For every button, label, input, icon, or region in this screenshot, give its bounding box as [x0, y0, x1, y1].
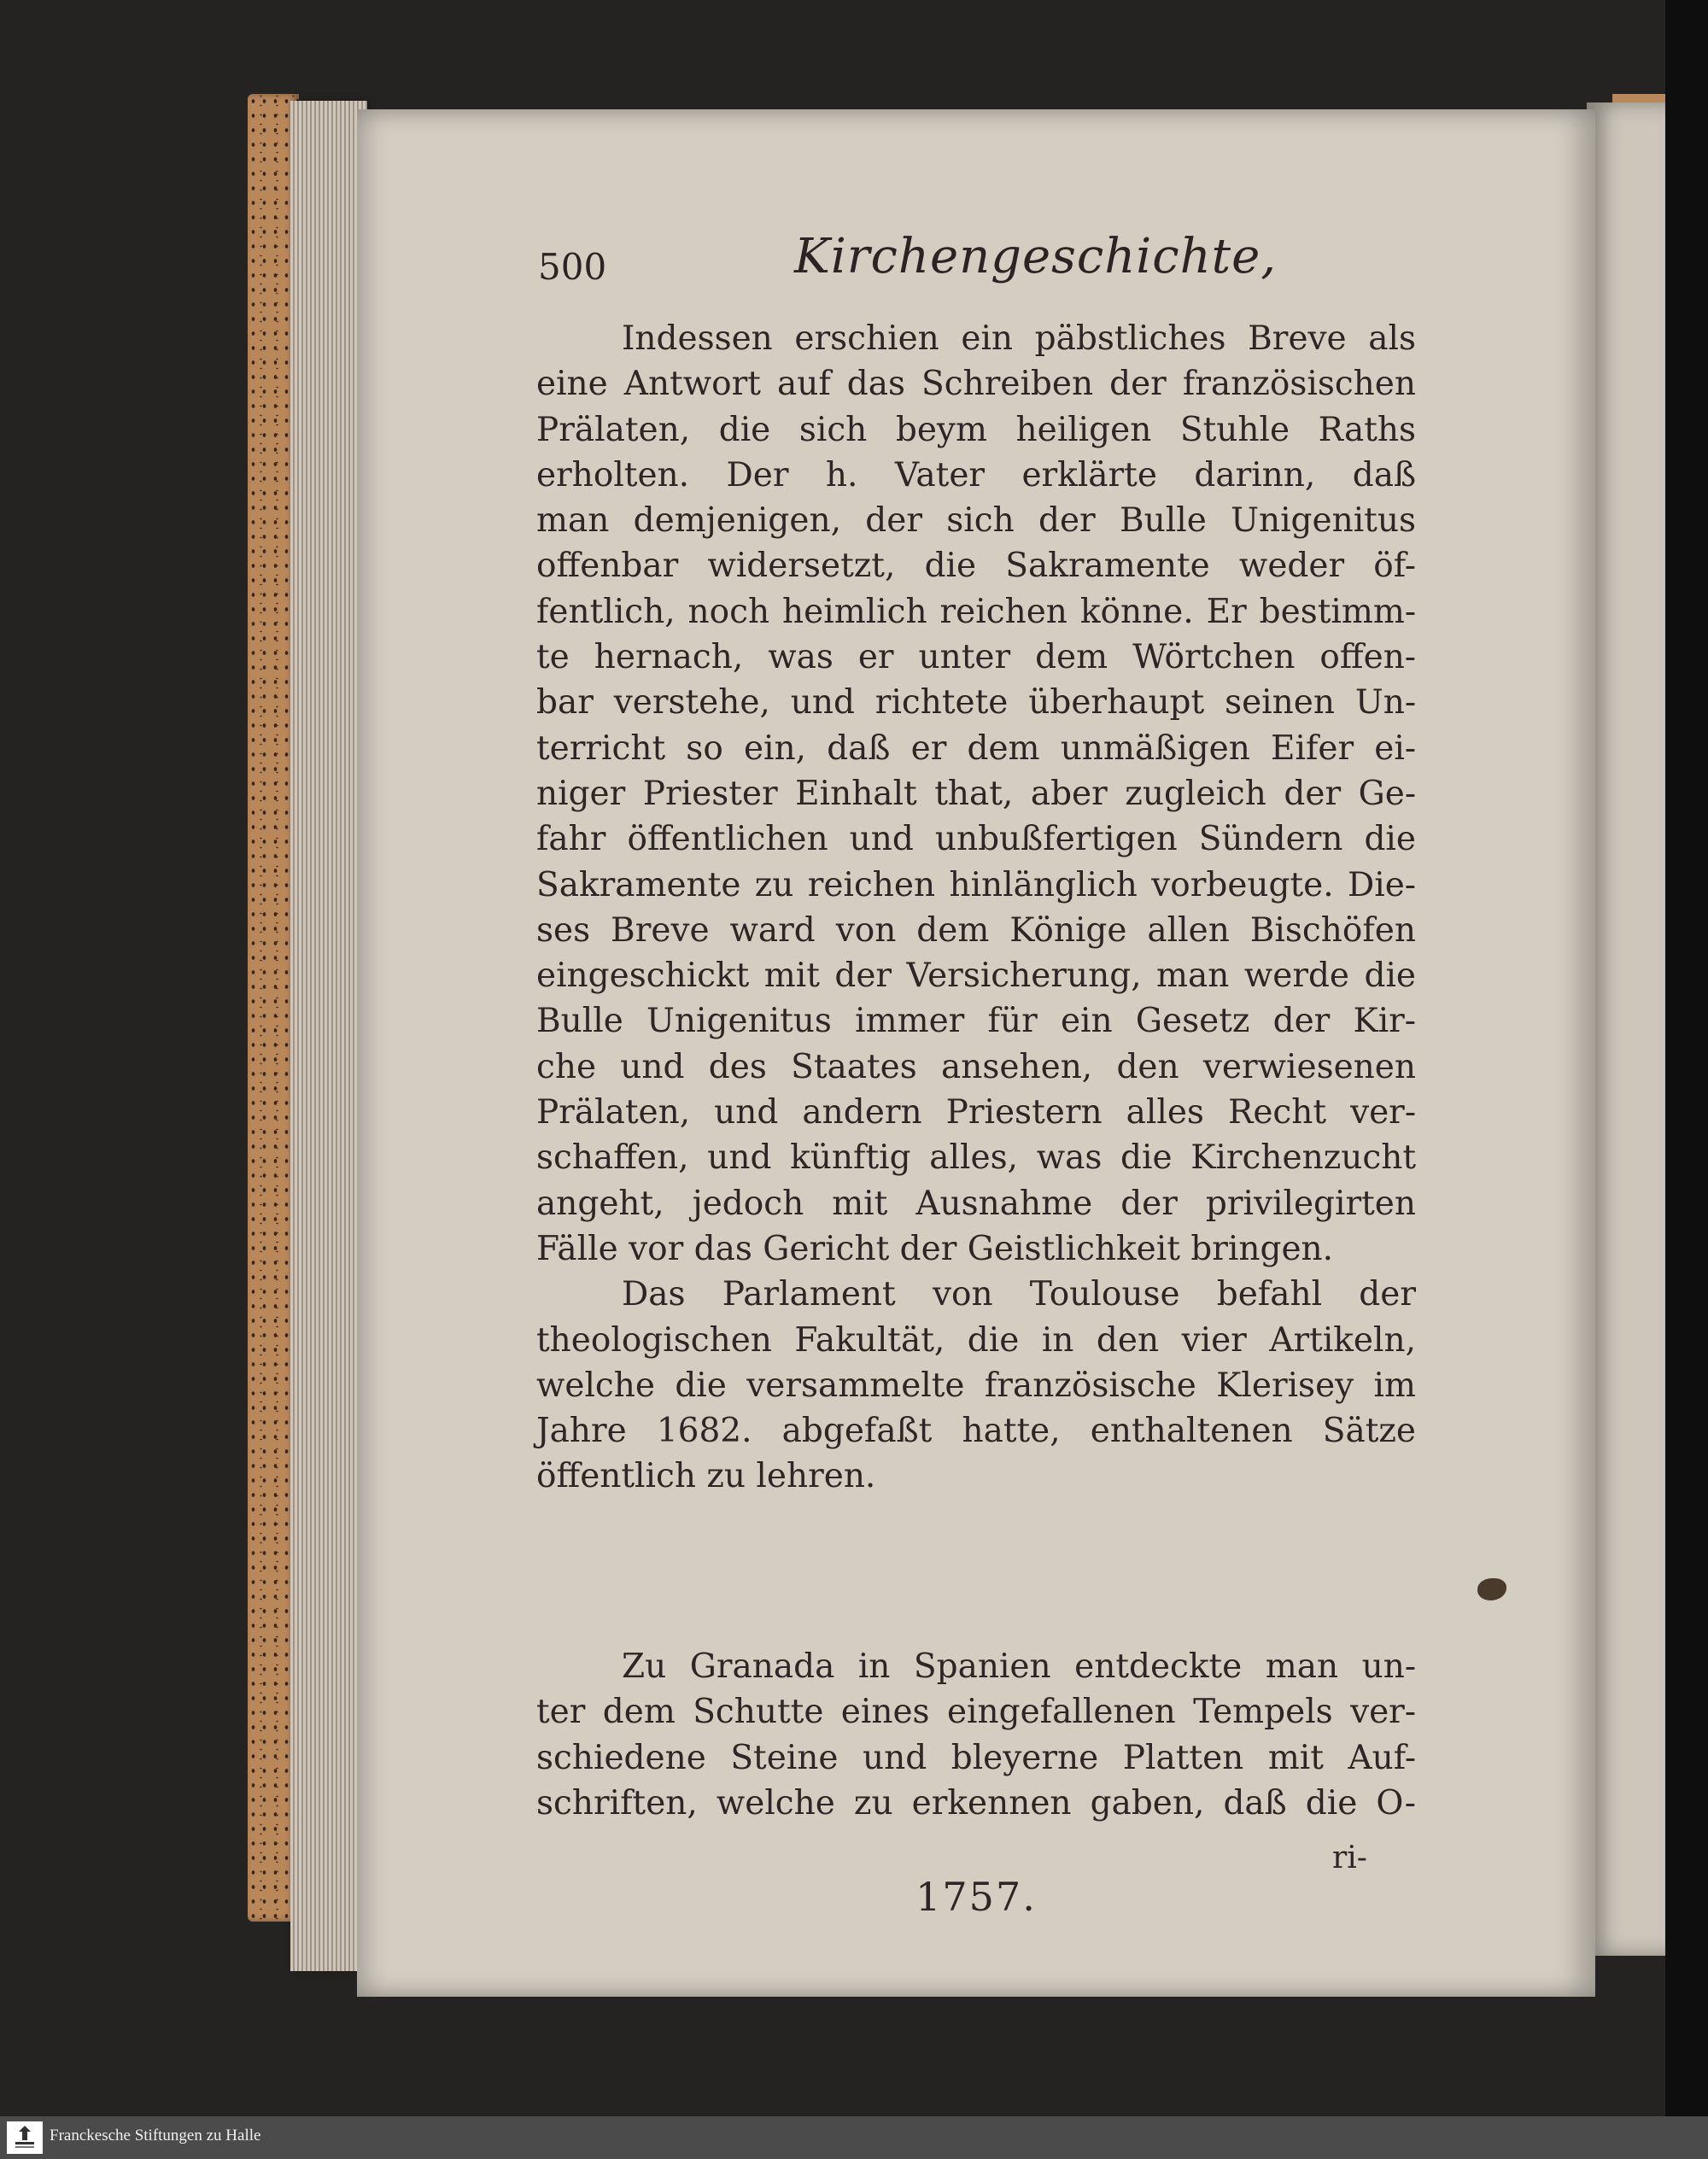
text-line: Fälle vor das Gericht der Geistlichkeit bringen.: [536, 1229, 1334, 1268]
text-line: eingeschickt mit der Versicherung, man werde die: [536, 957, 1416, 996]
text-line: Sakramente zu reichen hinlänglich vorbeugte. Die-: [536, 865, 1416, 904]
text-line: öffentlich zu lehren.: [536, 1457, 876, 1496]
text-line: welche die versammelte französische Klerisey im: [536, 1366, 1416, 1405]
text-line: fahr öffentlichen und unbußfertigen Sündern die: [536, 820, 1416, 859]
page-number: 500: [538, 246, 607, 288]
text-line: schaffen, und künftig alles, was die Kirchenzucht: [536, 1138, 1416, 1178]
text-line: offenbar widersetzt, die Sakramente weder öf-: [536, 547, 1416, 586]
text-line: eine Antwort auf das Schreiben der französischen: [536, 365, 1416, 404]
year-heading: 1757.: [915, 1874, 1037, 1920]
text-line: fentlich, noch heimlich reichen könne. Er bestimm-: [536, 592, 1416, 631]
text-line: Indessen erschien ein päbstliches Breve als: [622, 319, 1416, 358]
text-line: erholten. Der h. Vater erklärte darinn, daß: [536, 455, 1416, 494]
text-line: Prälaten, die sich beym heiligen Stuhle Raths: [536, 410, 1416, 449]
text-line: theologischen Fakultät, die in den vier Artikeln,: [536, 1320, 1416, 1360]
text-line: niger Priester Einhalt that, aber zugleich der Ge-: [536, 774, 1416, 813]
text-line: ses Breve ward von dem Könige allen Bischöfen: [536, 910, 1416, 950]
text-line: schriften, welche zu erkennen gaben, daß die O-: [536, 1783, 1416, 1823]
text-line: te hernach, was er unter dem Wörtchen offen-: [536, 638, 1416, 677]
institution-name: Franckesche Stiftungen zu Halle: [50, 2127, 261, 2144]
text-line: Prälaten, und andern Priestern alles Recht ver-: [536, 1093, 1416, 1132]
text-line: bar verstehe, und richtete überhaupt seinen Un-: [536, 683, 1416, 723]
text-line: che und des Staates ansehen, den verwiesenen: [536, 1047, 1416, 1086]
footer-bar: [0, 2116, 1708, 2159]
text-line: angeht, jedoch mit Ausnahme der privilegirten: [536, 1184, 1416, 1223]
running-title: Kirchengeschichte,: [794, 229, 1278, 284]
text-line: ter dem Schutte eines eingefallenen Tempels ver-: [536, 1693, 1416, 1732]
catchword: ri-: [1332, 1840, 1367, 1875]
page-leaves: [290, 101, 367, 1971]
main-text-continued: [536, 1644, 1416, 1826]
institution-logo-icon[interactable]: [7, 2121, 43, 2154]
text-line: man demjenigen, der sich der Bulle Unigenitus: [536, 501, 1416, 541]
facing-page: [1587, 102, 1665, 1956]
background-right: [1665, 0, 1708, 2116]
text-line: Bulle Unigenitus immer für ein Gesetz der Kir-: [536, 1002, 1416, 1041]
text-line: terricht so ein, daß er dem unmäßigen Eifer ei-: [536, 728, 1416, 768]
text-line: Zu Granada in Spanien entdeckte man un-: [622, 1647, 1416, 1686]
text-line: Das Parlament von Toulouse befahl der: [622, 1275, 1416, 1314]
page-header: [538, 229, 1418, 297]
text-line: Jahre 1682. abgefaßt hatte, enthaltenen Sätze: [536, 1412, 1416, 1451]
text-line: schiedene Steine und bleyerne Platten mit Auf-: [536, 1738, 1416, 1777]
